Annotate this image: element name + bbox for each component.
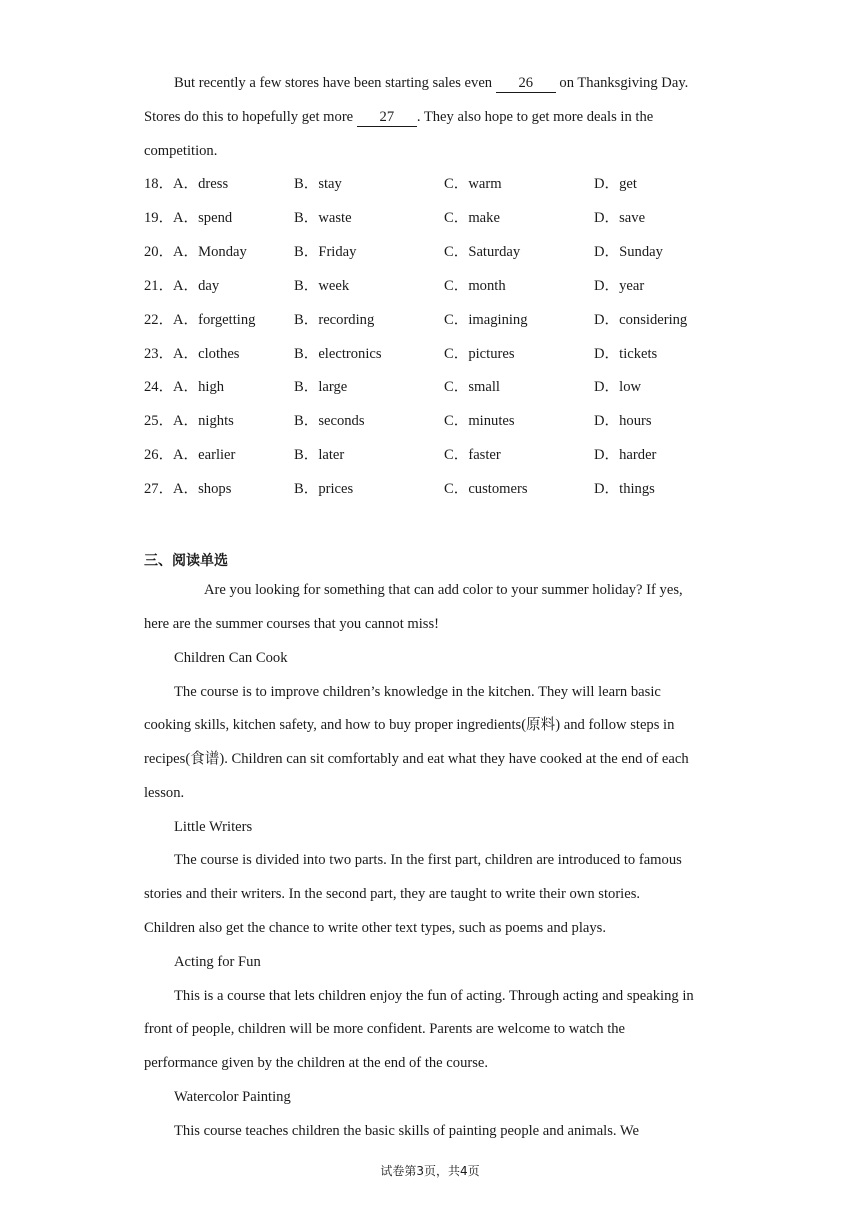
option-b[interactable]: B．seconds [294, 413, 365, 429]
section-heading: 三、阅读单选 [144, 553, 228, 569]
option-d[interactable]: D．get [594, 176, 637, 192]
option-d[interactable]: D．things [594, 481, 655, 497]
question-row [144, 344, 744, 364]
reading-line: This course teaches children the basic skills of painting people and animals. We [174, 1123, 640, 1139]
question-number: 23． [144, 346, 174, 362]
page-footer: 试卷第3页，共4页 [380, 1164, 480, 1178]
passage-text: . They also hope to get more deals in the [416, 109, 654, 125]
reading-line: performance given by the children at the end of the course. [144, 1055, 489, 1071]
question-number: 24． [144, 379, 174, 395]
option-b[interactable]: B．Friday [294, 244, 357, 260]
passage-text: on Thanksgiving Day. [555, 75, 689, 91]
option-c[interactable]: C．customers [444, 481, 528, 497]
option-b[interactable]: B．waste [294, 210, 352, 226]
question-row [144, 445, 744, 465]
reading-line: front of people, children will be more confident. Parents are welcome to watch the [144, 1021, 626, 1037]
option-b[interactable]: B．electronics [294, 346, 382, 362]
reading-line: cooking skills, kitchen safety, and how to buy proper ingredients(原料) and follow steps in [144, 717, 675, 733]
option-a[interactable]: A．day [173, 278, 220, 294]
option-b[interactable]: B．stay [294, 176, 342, 192]
blank-27: 27 [357, 109, 417, 127]
reading-line: Children also get the chance to write other text types, such as poems and plays. [144, 920, 607, 936]
option-c[interactable]: C．month [444, 278, 506, 294]
question-number: 25． [144, 413, 174, 429]
option-c[interactable]: C．imagining [444, 312, 528, 328]
option-c[interactable]: C．Saturday [444, 244, 521, 260]
reading-line: here are the summer courses that you cannot miss! [144, 616, 440, 632]
question-row [144, 479, 744, 499]
reading-line: This is a course that lets children enjoy the fun of acting. Through acting and speaking in [174, 988, 694, 1004]
option-d[interactable]: D．save [594, 210, 646, 226]
option-a[interactable]: A．shops [173, 481, 232, 497]
passage-line-3: competition. [144, 143, 218, 159]
question-row [144, 208, 744, 228]
option-c[interactable]: C．faster [444, 447, 501, 463]
passage-line-2 [144, 107, 653, 127]
question-number: 19． [144, 210, 174, 226]
question-number: 20． [144, 244, 174, 260]
option-a[interactable]: A．nights [173, 413, 234, 429]
option-b[interactable]: B．week [294, 278, 350, 294]
option-a[interactable]: A．forgetting [173, 312, 256, 328]
option-c[interactable]: C．warm [444, 176, 502, 192]
option-c[interactable]: C．make [444, 210, 500, 226]
reading-line: stories and their writers. In the second part, they are taught to write their own stories. [144, 886, 641, 902]
option-b[interactable]: B．large [294, 379, 348, 395]
option-a[interactable]: A．dress [173, 176, 229, 192]
option-b[interactable]: B．later [294, 447, 345, 463]
option-d[interactable]: D．harder [594, 447, 657, 463]
passage-text: Stores do this to hopefully get more [144, 109, 357, 125]
course-title-acting: Acting for Fun [174, 954, 261, 970]
question-number: 22． [144, 312, 174, 328]
course-title-writers: Little Writers [174, 819, 253, 835]
option-d[interactable]: D．hours [594, 413, 652, 429]
question-row [144, 310, 744, 330]
question-number: 18． [144, 176, 174, 192]
option-d[interactable]: D．year [594, 278, 645, 294]
option-a[interactable]: A．high [173, 379, 225, 395]
reading-line: Are you looking for something that can add color to your summer holiday? If yes, [204, 582, 683, 598]
question-row [144, 242, 744, 262]
option-d[interactable]: D．considering [594, 312, 688, 328]
option-a[interactable]: A．Monday [173, 244, 247, 260]
option-a[interactable]: A．earlier [173, 447, 236, 463]
option-a[interactable]: A．spend [173, 210, 233, 226]
course-title-cook: Children Can Cook [174, 650, 288, 666]
question-row [144, 377, 744, 397]
question-number: 27． [144, 481, 174, 497]
reading-line: lesson. [144, 785, 185, 801]
question-number: 26． [144, 447, 174, 463]
passage-text: But recently a few stores have been starting sales even [174, 75, 496, 91]
option-d[interactable]: D．tickets [594, 346, 658, 362]
passage-line-1 [174, 73, 688, 93]
option-b[interactable]: B．recording [294, 312, 375, 328]
reading-line: The course is divided into two parts. In the first part, children are introduced to famous [174, 852, 682, 868]
question-row [144, 411, 744, 431]
reading-line: The course is to improve children’s knowledge in the kitchen. They will learn basic [174, 684, 661, 700]
question-row [144, 276, 744, 296]
blank-26: 26 [496, 75, 556, 93]
option-c[interactable]: C．small [444, 379, 500, 395]
reading-line: recipes(食谱). Children can sit comfortably and eat what they have cooked at the end of each [144, 751, 689, 767]
question-number: 21． [144, 278, 174, 294]
option-c[interactable]: C．pictures [444, 346, 515, 362]
course-title-watercolor: Watercolor Painting [174, 1089, 291, 1105]
option-c[interactable]: C．minutes [444, 413, 515, 429]
option-d[interactable]: D．Sunday [594, 244, 663, 260]
option-d[interactable]: D．low [594, 379, 642, 395]
question-row [144, 174, 744, 194]
option-a[interactable]: A．clothes [173, 346, 240, 362]
option-b[interactable]: B．prices [294, 481, 354, 497]
